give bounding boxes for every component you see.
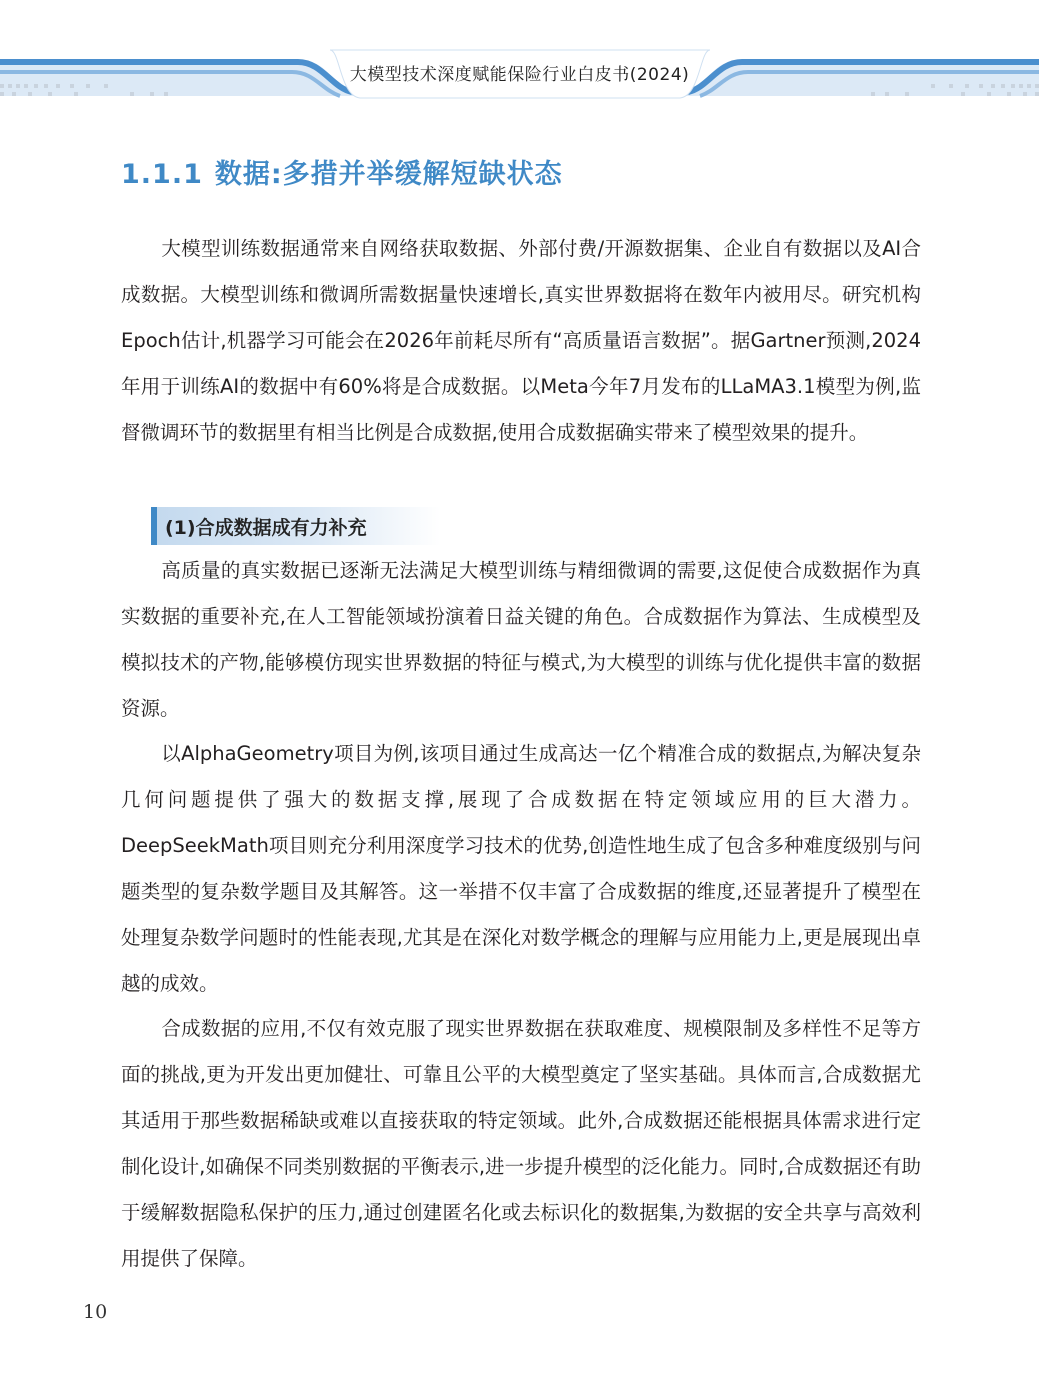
- subheading-accent-bar: [151, 507, 157, 545]
- subheading-text: (1)合成数据成有力补充: [165, 517, 367, 539]
- subheading-box: [151, 507, 441, 545]
- paragraph-intro: [121, 226, 921, 456]
- paragraph-text: 合成数据的应用,不仅有效克服了现实世界数据在获取难度、规模限制及多样性不足等方面的挑战,更为开发出更加健壮、可靠且公平的大模型奠定了坚实基础。具体而言,合成数据尤其适用于那些数据稀缺或难以直接获取的特定领域。此外,合成数据还能根据具体需求进行定制化设计,如确保不同类别数据的平衡表示,进一步提升模型的泛化能力。同时,合成数据还有助于缓解数据隐私保护的压力,通过创建匿名化或去标识化的数据集,为数据的安全共享与高效利用提供了保障。: [121, 1017, 921, 1270]
- paragraph-synthetic-supplement: [121, 548, 921, 732]
- page-header: [0, 0, 1039, 110]
- paragraph-text: 高质量的真实数据已逐渐无法满足大模型训练与精细微调的需要,这促使合成数据作为真实数据的重要补充,在人工智能领域扮演着日益关键的角色。合成数据作为算法、生成模型及模拟技术的产物,能够模仿现实世界数据的特征与模式,为大模型的训练与优化提供丰富的数据资源。: [121, 559, 921, 720]
- paragraph-applications: [121, 1006, 921, 1282]
- paragraph-text: 大模型训练数据通常来自网络获取数据、外部付费/开源数据集、企业自有数据以及AI合成数据。大模型训练和微调所需数据量快速增长,真实世界数据将在数年内被用尽。研究机构Epoch估计,机器学习可能会在2026年前耗尽所有“高质量语言数据”。据Gartner预测,2024年用于训练AI的数据中有60%将是合成数据。以Meta今年7月发布的LLaMA3.1模型为例,监督微调环节的数据里有相当比例是合成数据,使用合成数据确实带来了模型效果的提升。: [121, 237, 921, 444]
- paragraph-text: 以AlphaGeometry项目为例,该项目通过生成高达一亿个精准合成的数据点,为解决复杂几何问题提供了强大的数据支撑,展现了合成数据在特定领域应用的巨大潜力。DeepSeekMath项目则充分利用深度学习技术的优势,创造性地生成了包含多种难度级别与问题类型的复杂数学题目及其解答。这一举措不仅丰富了合成数据的维度,还显著提升了模型在处理复杂数学问题时的性能表现,尤其是在深化对数学概念的理解与应用能力上,更是展现出卓越的成效。: [121, 742, 921, 995]
- section-heading: [121, 152, 563, 191]
- header-decoration: [0, 0, 1039, 110]
- header-title: 大模型技术深度赋能保险行业白皮书(2024): [349, 65, 690, 85]
- section-title-text: 数据:多措并举缓解短缺状态: [214, 159, 563, 190]
- section-number: 1.1.1: [121, 159, 203, 190]
- page-number: 10: [83, 1301, 108, 1323]
- paragraph-examples: [121, 731, 921, 1007]
